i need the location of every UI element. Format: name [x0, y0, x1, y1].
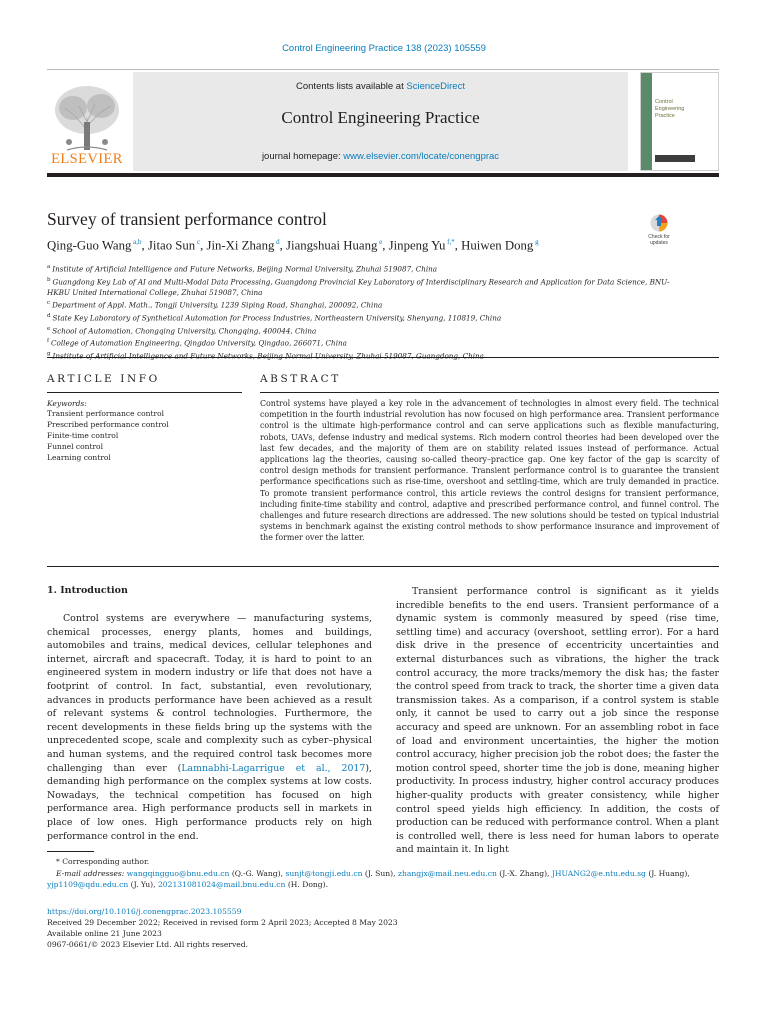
author-name[interactable]: Qing-Guo Wang: [47, 238, 132, 253]
abstract-heading: ABSTRACT: [260, 373, 341, 385]
header-bottom-rule: [47, 173, 719, 177]
keywords-label: Keywords:: [47, 399, 87, 408]
affiliation-text: Guangdong Key Lab of AI and Multi-Modal Data Processing, Guangdong Provincial Key Laboratory of Interdisciplinary Research and Application for Data Science, BNU-HKBU United International College, Zhuhai 519087, China: [47, 277, 670, 297]
affiliation-key: b: [47, 276, 51, 283]
affiliation-key: a: [47, 264, 51, 270]
available-online-date: Available online 21 June 2023: [47, 929, 162, 938]
section-heading-introduction: 1. Introduction: [47, 585, 128, 596]
affiliation-text: State Key Laboratory of Synthetical Automation for Process Industries, Northeastern University, Shenyang, 110819, China: [52, 313, 502, 323]
cover-footer-bar: [655, 155, 695, 162]
affiliation-list: [47, 262, 687, 362]
article-info-heading: ARTICLE INFO: [47, 373, 160, 385]
affiliation-item: [47, 324, 687, 337]
journal-homepage-link[interactable]: www.elsevier.com/locate/conengprac: [343, 151, 500, 162]
introduction-paragraph-1: [47, 612, 372, 843]
article-title: Survey of transient performance control: [47, 209, 327, 229]
affiliation-text: School of Automation, Chongqing University, Chongqing, 400044, China: [52, 325, 317, 335]
author-list: Qing-Guo Wang $^{a,b}$, Jitao Sun $^c$, Jin-Xi Zhang $^d$, Jiangshuai Huang $^e$, Jinpeng Yu $^{f,*}$, Huiwen Dong $^g$: [47, 238, 539, 253]
affiliation-key: c: [47, 300, 51, 306]
email-link[interactable]: zhangjx@mail.neu.edu.cn: [397, 869, 497, 878]
abstract-rule: [260, 392, 719, 393]
affiliation-key: e: [47, 325, 51, 332]
email-addresses-label: E-mail addresses:: [56, 869, 125, 878]
email-owner: (J.-X. Zhang),: [496, 869, 552, 878]
author-affiliation-marker[interactable]: e: [377, 238, 383, 246]
article-info-rule: [47, 392, 242, 393]
affiliation-item: [47, 275, 687, 298]
cover-stripe: [641, 73, 652, 170]
affiliation-item: [47, 298, 687, 311]
intro-text-before-citation: Control systems are everywhere — manufacturing systems, chemical processes, energy plants, homes and buildings, automobiles and trains, medical devices, cellular telephones and internet, aircraft and spacecraft. Today, it is hard to point to an engineered system in modern industry or life that does not have a footprint of control. In fact, substantial, even revolutionary, advances in products performance have been achieved as a result of relevant systems & control technologies. Furthermore, the recent developments in these fields bring up the systems with the unprecedented scope, scale and complexity such as cyber–physical and human systems, and the required control task becomes more challenging than ever (: [47, 613, 372, 774]
affiliation-text: Institute of Artificial Intelligence and Future Networks, Beijing Normal University, Zhuhai 519087, China: [52, 264, 438, 274]
email-addresses-footnote: [47, 868, 719, 891]
keyword-item: Learning control: [47, 452, 111, 462]
affiliation-item: [47, 336, 687, 349]
intro-text-after-citation: ), demanding high performance on the complex systems at low costs. Nowadays, the technical competition has focused on high performance area. High performance products sell in markets in place of low ones. High performance products rely on high performance control in the end.: [47, 762, 373, 842]
author-affiliation-marker[interactable]: f,*: [445, 238, 455, 246]
abstract-body: Control systems have played a key role in the advancement of technologies in almost every field. The technical competition in the fourth industrial revolution has now focused on high performance area. Transient performance control is the ultimate high-performance control and can serve applications such as flexible manufacturing, robots, UAVs, defense industry and medical systems. Rich modern control theories had been developed over the last few decades, and the majority of them are on stability related issues instead of performance. Actual applications lag the theories, causing so-called theory–practice gap. One key factor of the gap is scarcity of control design methods for transient performance. Transient performance control is to guarantee the transient performance specifications such as rise-time, overshoot and settling-time, which are truly demanded in practice. To promote transient performance control, this article reviews the control designs for transient performance, including finite-time stability and control, adaptive and prescribed performance control, and funnel control. The challenges and future research directions are addressed. The new solutions should be tested on typical industrial systems in benchmark against the existing control methods to show performance insurance and improvement of the former over the latter.: [260, 399, 719, 543]
contents-available-line: [133, 81, 628, 92]
author-name[interactable]: Jin-Xi Zhang: [206, 238, 275, 253]
contents-prefix: Contents lists available at: [296, 81, 407, 92]
abstract-bottom-rule: [47, 566, 719, 567]
copyright-notice: 0967-0661/© 2023 Elsevier Ltd. All rights reserved.: [47, 940, 249, 949]
affiliation-item: [47, 262, 687, 275]
email-link[interactable]: wangqingguo@bnu.edu.cn: [126, 869, 230, 878]
sciencedirect-link[interactable]: ScienceDirect: [406, 81, 465, 92]
author-affiliation-marker[interactable]: a,b: [131, 238, 142, 246]
author-name[interactable]: Jinpeng Yu: [388, 238, 446, 253]
journal-cover-thumbnail[interactable]: [640, 72, 719, 171]
author-name[interactable]: Jiangshuai Huang: [286, 238, 378, 253]
email-link[interactable]: sunjt@tongji.edu.cn: [285, 869, 363, 878]
elsevier-wordmark: ELSEVIER: [51, 151, 123, 167]
email-link[interactable]: JHUANG2@e.ntu.edu.sg: [551, 869, 646, 878]
keyword-item: Finite-time control: [47, 430, 119, 440]
keywords-list: [47, 409, 169, 464]
check-for-updates-label: Check for updates: [648, 234, 670, 246]
homepage-prefix: journal homepage:: [261, 151, 344, 162]
affiliation-key: d: [47, 312, 51, 319]
affiliation-text: College of Automation Engineering, Qingdao University, Qingdao, 266071, China: [51, 338, 347, 348]
introduction-right-column: [396, 585, 719, 857]
doi-link[interactable]: https://doi.org/10.1016/j.conengprac.2023.105559: [47, 907, 242, 916]
citation-link[interactable]: Lamnabhi-Lagarrigue et al., 2017: [181, 762, 366, 774]
email-owner: (J. Sun),: [362, 869, 398, 878]
keyword-item: Transient performance control: [47, 409, 165, 418]
email-owner: (J. Yu),: [128, 880, 158, 890]
author-affiliation-marker[interactable]: g: [533, 238, 539, 246]
author-name[interactable]: Jitao Sun: [147, 238, 196, 253]
affiliation-key: f: [47, 338, 50, 345]
introduction-left-column: [47, 612, 372, 843]
affiliation-text: Department of Appl. Math., Tongji University, 1239 Siping Road, Shanghai, 200092, China: [52, 300, 383, 310]
author-affiliation-marker[interactable]: c: [195, 238, 201, 246]
email-owner: (J. Huang),: [645, 869, 690, 878]
received-dates: Received 29 December 2022; Received in revised form 2 April 2023; Accepted 8 May 2023: [47, 918, 398, 927]
footnote-rule: [47, 851, 94, 852]
keyword-item: Funnel control: [47, 441, 103, 451]
author-affiliation-marker[interactable]: d: [274, 238, 280, 246]
introduction-paragraph-2: Transient performance control is significant as it yields incredible benefits to the end users. Transient performance of a dynamic system is commonly measured by speed (rise time, settling time) and accuracy (overshoot, settling error). For a hard disk drive in the presence of eccentricity uncertainties and external disturbances such as vibrations, the higher the track control accuracy, the more tracks/memory the disk has; the faster the control speed from track to track, the shorter time a given data transmission takes. As a comparison, if a control system is stable only, it cannot be used to carry out a job since the response accuracy and speed are unknown. For an assembling robot in face of load and environment uncertainties, the higher the motion control accuracy, higher precision job the robot does; the faster the motion control speed, shorter time the job is done, meaning higher productivity. In process industry, higher control accuracy produces higher-quality products with greater consistency, while higher control speed yields high efficiency. In addition, the costs of production can be reduced with performance control. When a plant is controlled well, there is less need for human labors to operate and maintain it. In light: [396, 586, 719, 856]
keyword-item: Prescribed performance control: [47, 419, 169, 429]
author-name[interactable]: Huiwen Dong: [461, 238, 534, 253]
email-link[interactable]: yjp1109@qdu.edu.cn: [47, 880, 129, 890]
email-owner: (H. Dong).: [285, 880, 329, 890]
email-owner: (Q.-G. Wang),: [229, 869, 286, 878]
journal-title: Control Engineering Practice: [281, 108, 480, 127]
journal-homepage-line: [133, 151, 628, 162]
affiliation-item: [47, 311, 687, 324]
affiliation-item: [47, 349, 687, 362]
cover-title: Control Engineering Practice: [655, 99, 685, 119]
corresponding-author-footnote: * Corresponding author.: [56, 857, 150, 866]
journal-reference-link[interactable]: Control Engineering Practice 138 (2023) 105559: [282, 43, 486, 54]
affiliation-key: g: [47, 351, 51, 358]
front-matter-rule: [47, 357, 719, 358]
header-top-rule: [47, 69, 719, 70]
email-link[interactable]: 202131081024@mail.bnu.edu.cn: [157, 880, 286, 890]
